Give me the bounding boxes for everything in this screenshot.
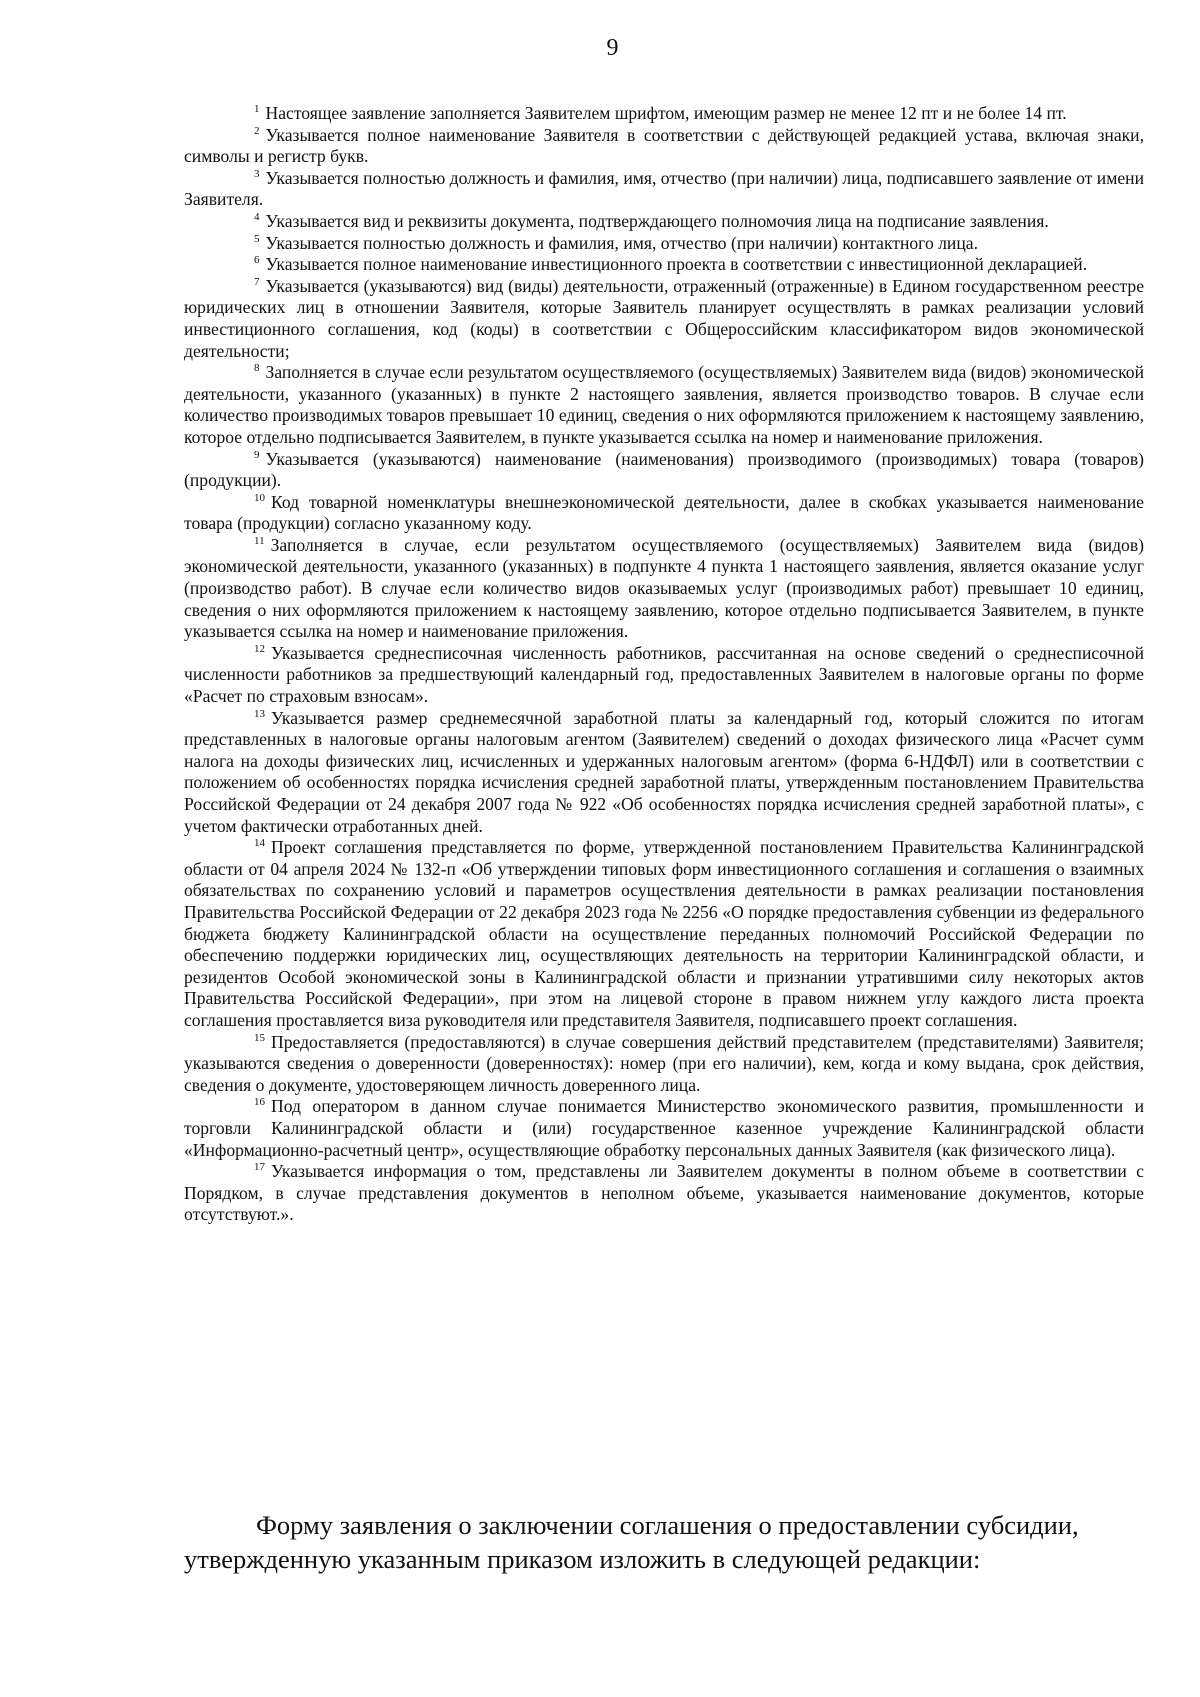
- footnotes-section: [184, 103, 1144, 1226]
- footnote-3: [184, 168, 1144, 211]
- footnote-15: [184, 1032, 1144, 1097]
- footnote-text: Указывается информация о том, представлены ли Заявителем документы в полном объеме в соответствии с Порядком, в случае представления документов в неполном объеме, указывается наименование документов, которые отсутствуют.».: [184, 1161, 1144, 1225]
- footnote-mark: 10: [254, 491, 265, 504]
- footnote-mark: 1: [254, 103, 260, 115]
- footnote-4: [184, 211, 1144, 233]
- footnote-mark: 6: [254, 254, 260, 267]
- closing-line-2: утвержденную указанным приказом изложить в следующей редакции:: [184, 1544, 981, 1574]
- page-number: 9: [606, 35, 619, 61]
- footnote-mark: 7: [254, 275, 260, 288]
- footnote-text: Проект соглашения представляется по форме, утвержденной постановлением Правительства Калининградской области от 04 апреля 2024 № 132-п «Об утверждении типовых форм инвестиционного соглашения и соглашения о взаимных обязательствах по сохранению условий и параметров осуществления деятельности в рамках реализации постановления Правительства Российской Федерации от 22 декабря 2023 года № 2256 «О порядке предоставления субвенции из федерального бюджета бюджету Калининградской области на осуществление переданных полномочий Российской Федерации по обеспечению поддержки юридических лиц, осуществляющих деятельность на территории Калининградской области, и резидентов Особой экономической зоны в Калининградской области и признании утратившими силу некоторых актов Правительства Российской Федерации», при этом на лицевой стороне в правом нижнем углу каждого листа проекта соглашения проставляется виза руководителя или представителя Заявителя, подписавшего проект соглашения.: [184, 837, 1144, 1030]
- footnote-mark: 13: [254, 707, 265, 720]
- footnote-mark: 12: [254, 642, 265, 655]
- footnote-text: Указывается (указываются) наименование (наименования) производимого (производимых) товара (товаров) (продукции).: [184, 448, 1144, 491]
- footnote-mark: 14: [254, 837, 265, 850]
- footnote-text: Предоставляется (предоставляются) в случае совершения действий представителем (представителями) Заявителя; указываются сведения о доверенности (доверенностях): номер (при его наличии), кем, когда и кому выдана, срок действия, сведения о документе, удостоверяющем личность доверенного лица.: [184, 1031, 1144, 1095]
- footnote-mark: 17: [254, 1161, 265, 1174]
- footnote-text: Заполняется в случае, если результатом осуществляемого (осуществляемых) Заявителем вида (видов) экономической деятельности, указанного (указанных) в подпункте 4 пункта 1 настоящего заявления, является оказание услуг (производство работ). В случае если количество видов оказываемых услуг (производимых работ) превышает 10 единиц, сведения о них оформляются приложением к настоящему заявлению, которое отдельно подписывается Заявителем, в пункте указывается ссылка на номер и наименование приложения.: [184, 534, 1144, 642]
- footnote-text: Заполняется в случае если результатом осуществляемого (осуществляемых) Заявителем вида (видов) экономической деятельности, указанного (указанных) в пункте 2 настоящего заявления, является производство товаров. В случае если количество производимых товаров превышает 10 единиц, сведения о них оформляются приложением к настоящему заявлению, которое отдельно подписывается Заявителем, в пункте указывается ссылка на номер и наименование приложения.: [184, 362, 1144, 447]
- footnote-mark: 9: [254, 448, 260, 461]
- footnote-6: [184, 254, 1144, 276]
- footnote-text: Указывается полное наименование Заявителя в соответствии с действующей редакцией устава, включая знаки, символы и регистр букв.: [184, 124, 1144, 167]
- footnote-17: [184, 1161, 1144, 1226]
- footnote-11: [184, 535, 1144, 643]
- footnote-mark: 4: [254, 210, 260, 223]
- footnote-text: Указывается полностью должность и фамилия, имя, отчество (при наличии) контактного лица.: [265, 232, 978, 253]
- footnote-text: Указывается (указываются) вид (виды) деятельности, отраженный (отраженные) в Едином государственном реестре юридических лиц в отношении Заявителя, которые Заявитель планирует осуществлять в рамках реализации условий инвестиционного соглашения, код (коды) в соответствии с Общероссийским классификатором видов экономической деятельности;: [184, 275, 1144, 361]
- footnote-1: [184, 103, 1144, 125]
- footnote-14: [184, 837, 1144, 1031]
- footnote-text: Настоящее заявление заполняется Заявителем шрифтом, имеющим размер не менее 12 пт и не более 14 пт.: [265, 103, 1067, 123]
- footnote-text: Код товарной номенклатуры внешнеэкономической деятельности, далее в скобках указывается наименование товара (продукции) согласно указанному коду.: [184, 491, 1144, 534]
- footnote-mark: 16: [254, 1096, 265, 1109]
- footnote-text: Указывается среднесписочная численность работников, рассчитанная на основе сведений о среднесписочной численности работников за предшествующий календарный год, предоставленных Заявителем в налоговые органы по форме «Расчет по страховым взносам».: [184, 642, 1144, 707]
- footnote-10: [184, 492, 1144, 535]
- footnote-13: [184, 708, 1144, 838]
- footnote-mark: 2: [254, 124, 260, 137]
- footnote-text: Указывается полное наименование инвестиционного проекта в соответствии с инвестиционной декларацией.: [265, 254, 1088, 275]
- footnote-5: [184, 233, 1144, 255]
- closing-paragraph: [184, 1508, 1144, 1576]
- footnote-text: Указывается размер среднемесячной заработной платы за календарный год, который сложится по итогам представленных в налоговые органы налоговым агентом (Заявителем) сведений о доходах физического лица «Расчет сумм налога на доходы физических лиц, исчисленных и удержанных налоговым агентом» (форма 6-НДФЛ) или в соответствии с положением об особенностях порядка исчисления средней заработной платы, утвержденным постановлением Правительства Российской Федерации от 24 декабря 2007 года № 922 «Об особенностях порядка исчисления средней заработной платы», с учетом фактически отработанных дней.: [184, 707, 1144, 836]
- footnote-mark: 3: [254, 167, 260, 180]
- footnote-12: [184, 643, 1144, 708]
- footnote-text: Под оператором в данном случае понимается Министерство экономического развития, промышленности и торговли Калининградской области и (или) государственное казенное учреждение Калининградской области «Информационно-расчетный центр», осуществляющие обработку персональных данных Заявителя (как физического лица).: [184, 1096, 1144, 1160]
- footnote-2: [184, 125, 1144, 168]
- footnote-text: Указывается вид и реквизиты документа, подтверждающего полномочия лица на подписание заявления.: [265, 210, 1049, 231]
- footnote-mark: 15: [254, 1031, 265, 1044]
- footnote-9: [184, 449, 1144, 492]
- footnote-text: Указывается полностью должность и фамилия, имя, отчество (при наличии) лица, подписавшего заявление от имени Заявителя.: [184, 167, 1144, 210]
- closing-line-1: Форму заявления о заключении соглашения о предоставлении субсидии,: [256, 1510, 1079, 1540]
- footnote-16: [184, 1096, 1144, 1161]
- footnote-mark: 11: [254, 534, 265, 547]
- footnote-7: [184, 276, 1144, 362]
- footnote-mark: 5: [254, 232, 260, 245]
- footnote-mark: 8: [254, 362, 260, 375]
- footnote-8: [184, 362, 1144, 448]
